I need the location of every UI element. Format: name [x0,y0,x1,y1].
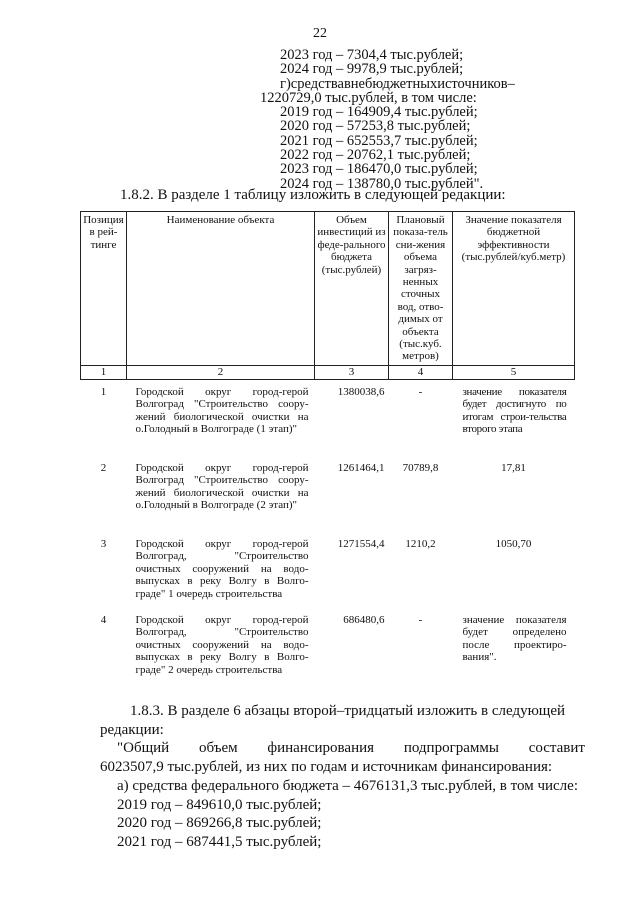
header-investment: Объем инвестиций из феде-рального бюджета (тыс.рублей) [315,212,389,366]
financing-continuation [200,47,515,192]
row-investment: 1271554,4 [337,537,385,550]
quote-continuation: 6023507,9 тыс.рублей, из них по годам и источникам финансирования: [100,759,553,776]
row-investment: 1261464,1 [337,461,385,474]
row-position: 3 [100,537,107,550]
header-object-name: Наименование объекта [127,212,315,366]
col-number: 1 [81,365,127,379]
year-line: 2021 год – 652553,7 тыс.рублей; [280,132,478,149]
section-1-8-3 [100,702,585,852]
year-line: 2023 год – 7304,4 тыс.рублей; [280,47,464,63]
quote-line [100,739,585,758]
year-line: 2024 год – 9978,9 тыс.рублей; [280,61,464,78]
year-line: 2021 год – 687441,5 тыс.рублей; [117,833,322,850]
year-line: 2022 год – 20762,1 тыс.рублей; [280,147,471,164]
word: внебюджетных [343,75,438,92]
year-line: 2019 год – 849610,0 тыс.рублей; [117,796,322,813]
year-line: 2024 год – 138780,0 тыс.рублей". [280,175,484,192]
word: объем [198,740,238,757]
word: "Общий [117,740,170,757]
row-efficiency: значение показателя будет определено после проектиро-вания". [462,613,567,664]
word: г) [280,75,291,92]
header-reduction: Плановый показа-тель сни-жения объема загряз-ненных сточных вод, отво-димых от объекта (тыс.куб. метров) [389,212,453,366]
word: средства [290,75,344,92]
row-efficiency: 17,81 [501,461,526,474]
word: финансирования [267,740,375,757]
section-1-8-2: 1.8.2. В разделе 1 таблицу изложить в следующей редакции: [120,187,506,203]
year-line: 2023 год – 186470,0 тыс.рублей; [280,161,478,178]
section-1-8-3-heading-cont: редакции: [100,721,164,738]
row-efficiency: 1050,70 [495,537,532,550]
column-number-row [81,365,575,379]
word: – [507,75,515,92]
row-investment: 686480,6 [343,613,385,626]
table-row [81,614,575,676]
header-position: Позиция в рей-тинге [81,212,127,366]
row-reduction: 1210,2 [405,537,436,550]
row-investment: 1380038,6 [337,385,385,398]
item-a-line: а) средства федерального бюджета – 4676131,3 тыс.рублей, в том числе: [117,777,578,794]
col-number: 5 [453,365,575,379]
table-header-row [81,212,575,366]
section-1-8-3-heading: 1.8.3. В разделе 6 абзацы второй–тридцатый изложить в следующей [130,703,566,719]
row-reduction: 70789,8 [402,461,439,474]
item-g-line [200,75,515,92]
row-object-name: Городской округ город-герой Волгоград "Строительство соору-жений биологической очистки на о.Голодный в Волгограде (1 этап)" [135,385,309,436]
objects-table [80,211,575,676]
word: составит [528,740,585,757]
row-reduction: - [418,385,423,398]
row-object-name: Городской округ город-герой Волгоград "Строительство соору-жений биологической очистки на о.Голодный в Волгограде (2 этап)" [135,461,309,512]
row-reduction: - [418,613,423,626]
row-object-name: Городской округ город-герой Волгоград, "Строительство очистных сооружений на водо-выпусках в реку Волгу в Волго-граде" 2 очередь строительства [135,613,309,676]
year-line: 2019 год – 164909,4 тыс.рублей; [280,104,478,121]
table-row [81,379,575,462]
row-object-name: Городской округ город-герой Волгоград, "Строительство очистных сооружений на водо-выпусках в реку Волгу в Волго-граде" 1 очередь строительства [135,537,309,600]
row-position: 2 [100,461,107,474]
header-efficiency: Значение показателя бюджетной эффективности (тыс.рублей/куб.метр) [453,212,575,366]
col-number: 4 [389,365,453,379]
row-position: 4 [100,613,107,626]
word: источников [437,75,508,92]
word: подпрограммы [403,740,499,757]
col-number: 2 [127,365,315,379]
table-row [81,538,575,614]
year-line: 2020 год – 869266,8 тыс.рублей; [117,815,322,832]
page-number: 22 [313,26,327,41]
item-g-continuation: 1220729,0 тыс.рублей, в том числе: [260,89,477,106]
row-position: 1 [100,385,107,398]
col-number: 3 [315,365,389,379]
table-row [81,462,575,538]
year-line: 2020 год – 57253,8 тыс.рублей; [280,118,471,135]
row-efficiency: значение показателя будет достигнуто по итогам строи-тельства второго этапа [462,385,567,436]
